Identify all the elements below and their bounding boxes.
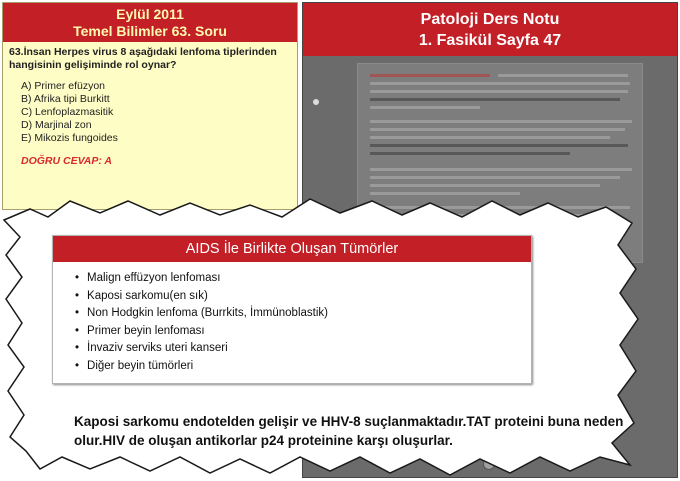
slide-subtitle: 1. Fasikül Sayfa 47 <box>418 32 562 49</box>
question-card-header <box>3 3 297 42</box>
text-line <box>370 98 620 101</box>
slide-bullet-icon <box>313 99 319 105</box>
text-line <box>370 82 630 85</box>
list-item: • Diğer beyin tümörleri <box>75 358 531 376</box>
text-line <box>370 184 600 187</box>
text-line <box>370 90 628 93</box>
question-card <box>2 2 298 210</box>
list-item: • Kaposi sarkomu(en sık) <box>75 288 531 306</box>
text-line <box>370 136 610 139</box>
list-item: • Primer beyin lenfoması <box>75 323 531 341</box>
aids-tumors-box <box>52 235 532 384</box>
option-a: A) Primer efüzyon <box>21 80 106 92</box>
slide-title: Patoloji Ders Notu <box>420 11 560 28</box>
list-item: • Non Hodgkin lenfoma (Burrkits, İmmünoblastik) <box>75 305 531 323</box>
exam-date: Eylül 2011 <box>116 6 184 22</box>
question-text: 63.İnsan Herpes virus 8 aşağıdaki lenfoma tiplerinden hangisinin gelişiminde rol oynar? <box>9 46 277 71</box>
text-line <box>370 176 620 179</box>
text-line <box>370 128 625 131</box>
aids-tumors-list <box>75 270 531 375</box>
option-d: D) Marjinal zon <box>21 119 92 131</box>
list-item: • Malign effüzyon lenfoması <box>75 270 531 288</box>
exam-question-number: Temel Bilimler 63. Soru <box>73 23 227 39</box>
option-e: E) Mikozis fungoides <box>21 132 118 144</box>
correct-answer: DOĞRU CEVAP: A <box>21 155 113 167</box>
option-b: B) Afrika tipi Burkitt <box>21 93 110 105</box>
explanation-note: Kaposi sarkomu endotelden gelişir ve HHV-8 suçlanmaktadır.TAT proteini buna neden olur.HIV de oluşan antikorlar p24 proteinine karşı oluşurlar. <box>74 414 624 448</box>
text-line <box>370 168 632 171</box>
text-line <box>370 74 490 77</box>
text-line <box>370 144 628 147</box>
option-c: C) Lenfoplazmasitik <box>21 106 114 118</box>
answer-options <box>21 80 297 145</box>
text-line <box>370 152 570 155</box>
slide-header <box>303 3 677 56</box>
text-line <box>370 106 480 109</box>
text-line <box>370 120 632 123</box>
list-item: • İnvaziv serviks uteri kanseri <box>75 340 531 358</box>
text-line <box>498 74 628 77</box>
aids-tumors-title: AIDS İle Birlikte Oluşan Tümörler <box>53 236 531 262</box>
